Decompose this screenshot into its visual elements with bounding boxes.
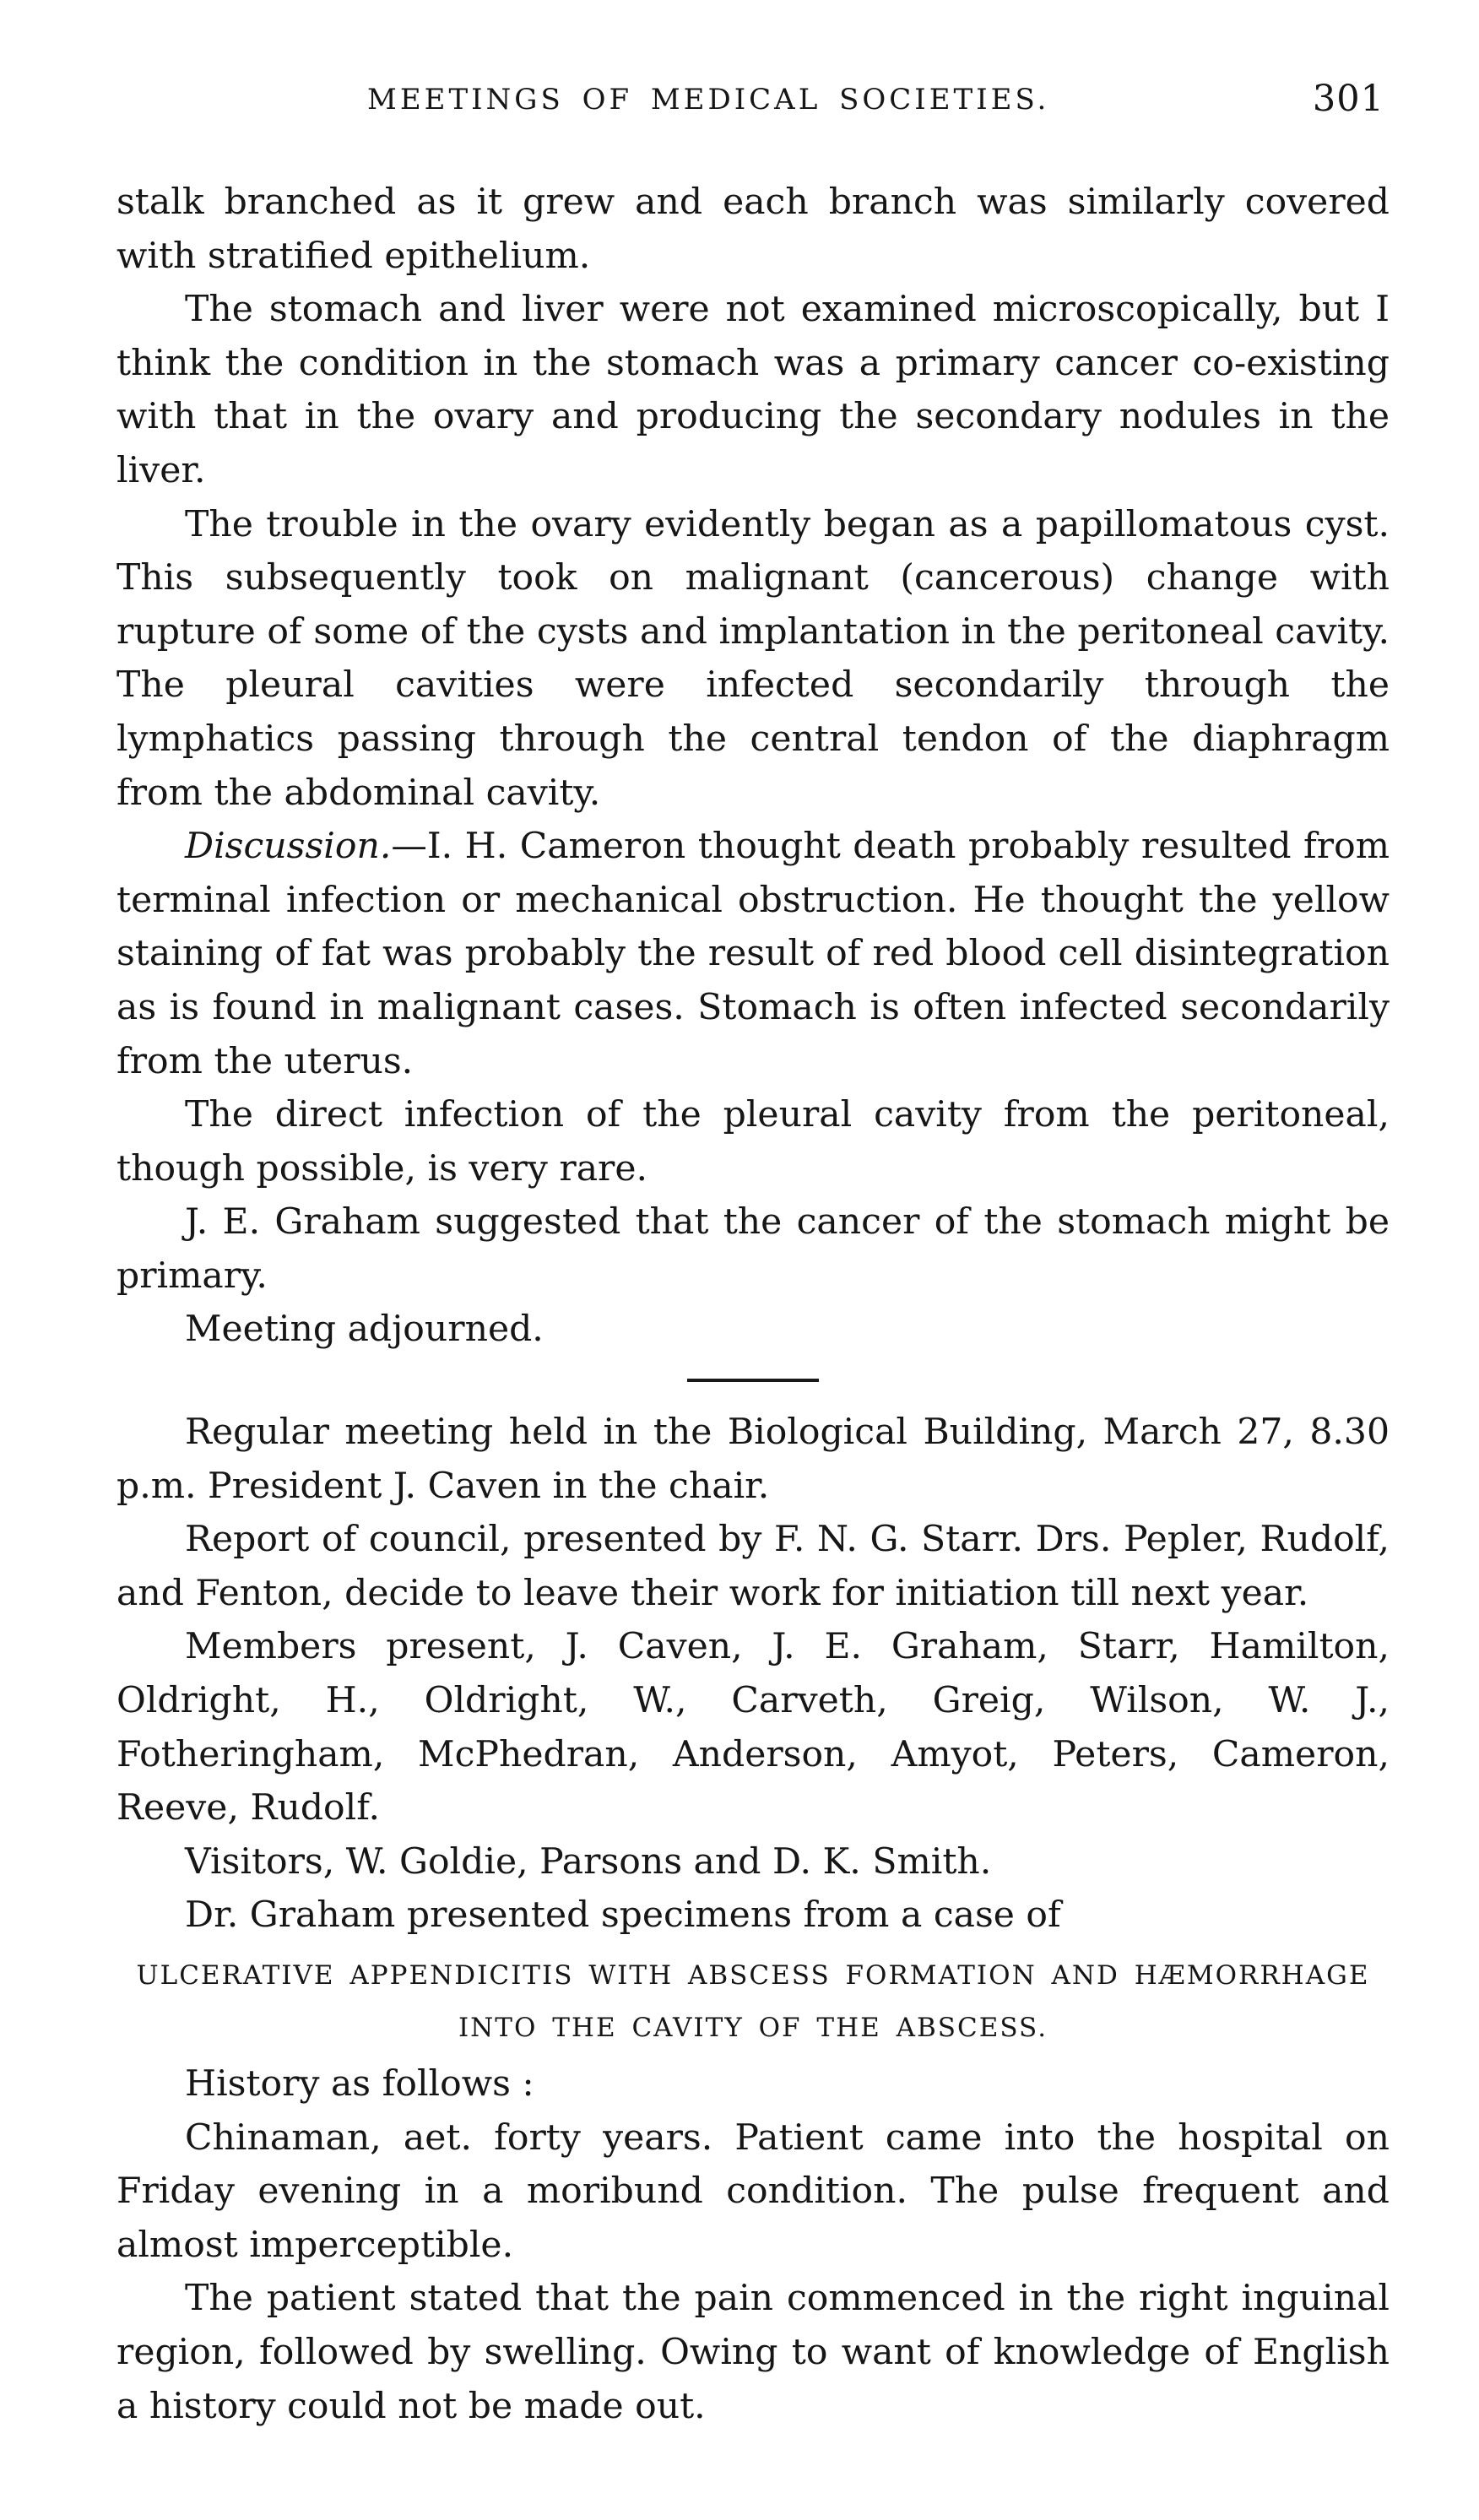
paragraph-members: Members present, J. Caven, J. E. Graham, Starr, Hamilton, Oldright, H., Oldright, W., Carveth, Greig, Wilson, W. J., Fotheringham, McPhedran, Anderson, Amyot, Peters, Cameron, Reeve, Rudolf. [116,1626,1390,1829]
paragraph-discussion [116,820,1390,1088]
page-number: 301 [1312,78,1384,120]
article-body [116,176,1390,2433]
paragraph-graham: J. E. Graham suggested that the cancer of the stomach might be primary. [116,1201,1390,1297]
paragraph-regular-meeting: Regular meeting held in the Biological Building, March 27, 8.30 p.m. President J. Caven in the chair. [116,1412,1390,1507]
section-title-line-2: INTO THE CAVITY OF THE ABSCESS. [458,2013,1048,2043]
section-divider [687,1379,819,1382]
running-head: MEETINGS OF MEDICAL SOCIETIES. [367,83,1050,117]
page [116,68,1390,2427]
paragraph-patient: Chinaman, aet. forty years. Patient came into the hospital on Friday evening in a moribund condition. The pulse frequent and almost imperceptible. [116,2116,1390,2266]
section-title-line-1: ULCERATIVE APPENDICITIS WITH ABSCESS FORMATION AND HÆMORRHAGE [136,1960,1370,1991]
paragraph-specimens: Dr. Graham presented specimens from a case of [185,1894,1061,1937]
paragraph-stomach-liver: The stomach and liver were not examined microscopically, but I think the condition in the stomach was a primary cancer co-existing with that in the ovary and producing the secondary nodules in the liver. [116,289,1390,491]
page-header [116,68,1390,127]
paragraph-adjourned: Meeting adjourned. [185,1309,544,1351]
discussion-label: Discussion. [185,826,392,868]
paragraph-history-intro: History as follows : [185,2063,534,2105]
paragraph-council-report: Report of council, presented by F. N. G. Starr. Drs. Pepler, Rudolf, and Fenton, decide to leave their work for initiation till next year. [116,1519,1390,1614]
discussion-text: —I. H. Cameron thought death probably resulted from terminal infection or mechanical obstruction. He thought the yellow staining of fat was probably the result of red blood cell disintegration as is found in malignant cases. Stomach is often infected secondarily from the uterus. [116,826,1390,1082]
paragraph-visitors: Visitors, W. Goldie, Parsons and D. K. Smith. [185,1840,992,1883]
paragraph-pain: The patient stated that the pain commenced in the right inguinal region, followed by swelling. Owing to want of knowledge of English a history could not be made out. [116,2278,1390,2427]
paragraph-pleural: The direct infection of the pleural cavity from the peritoneal, though possible, is very rare. [116,1094,1390,1190]
section-title [116,1949,1390,2054]
paragraph-ovary: The trouble in the ovary evidently began as a papillomatous cyst. This subsequently took on malignant (cancerous) change with rupture of some of the cysts and implantation in the peritoneal cavity. The pleural cavities were infected secondarily through the lymphatics passing through the central tendon of the diaphragm from the abdominal cavity. [116,503,1390,814]
paragraph-continuation: stalk branched as it grew and each branch was similarly covered with stratified epithelium. [116,182,1390,277]
